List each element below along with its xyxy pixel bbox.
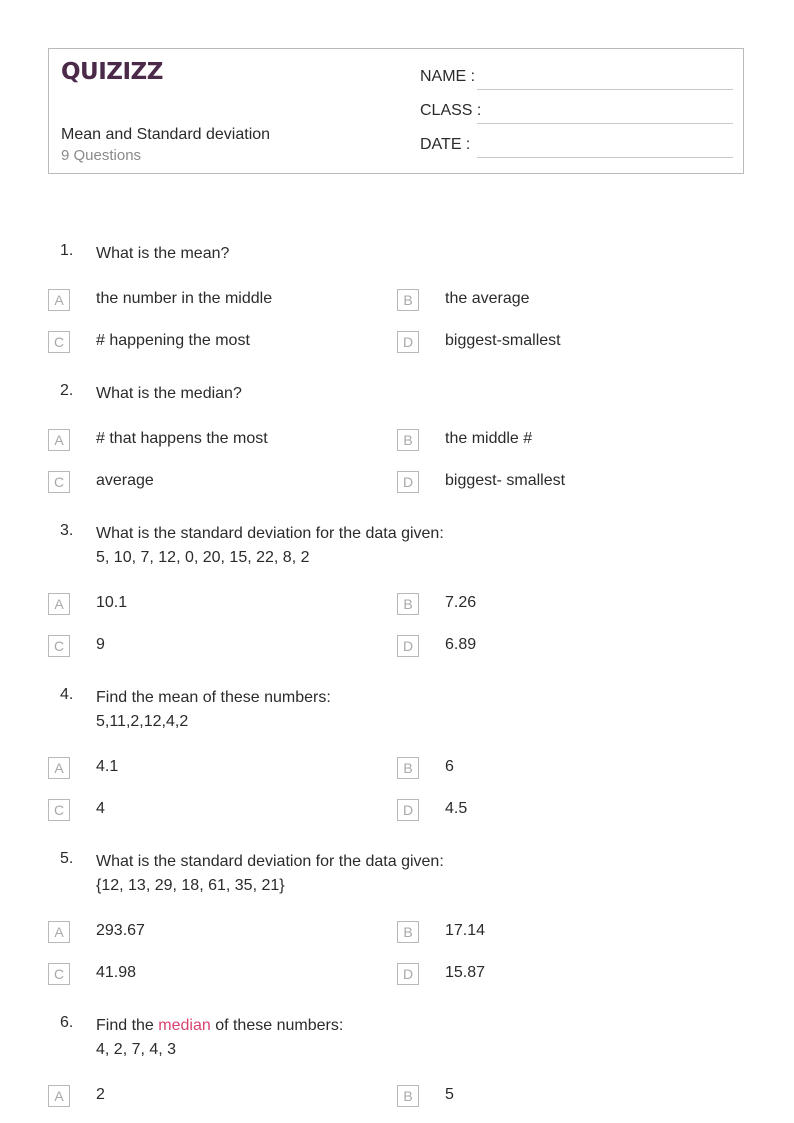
option-text: 5 [445, 1086, 454, 1103]
option-letter-box[interactable]: C [48, 471, 70, 493]
worksheet-title: Mean and Standard deviation [61, 126, 271, 143]
option-letter-box[interactable]: D [397, 635, 419, 657]
date-field-line[interactable] [477, 157, 733, 158]
option-text: 9 [96, 636, 105, 653]
option-text: 7.26 [445, 594, 477, 611]
question-text: What is the standard deviation for the data given: {12, 13, 29, 18, 61, 35, 21} [96, 853, 444, 894]
question-number: 6. [60, 1014, 74, 1031]
name-field-line[interactable] [477, 89, 733, 90]
option-letter-box[interactable]: C [48, 331, 70, 353]
question-number: 3. [60, 522, 74, 539]
option-text: 4 [96, 800, 105, 817]
option-text: 10.1 [96, 594, 128, 611]
option-text: 293.67 [96, 922, 145, 939]
option-text: the number in the middle [96, 290, 273, 307]
option-text: # happening the most [96, 332, 250, 349]
option-letter-box[interactable]: C [48, 635, 70, 657]
question-text: Find the mean of these numbers: 5,11,2,12,4,2 [96, 689, 331, 730]
option-letter-box[interactable]: B [397, 429, 419, 451]
option-text: biggest-smallest [445, 332, 561, 349]
option-text: 2 [96, 1086, 105, 1103]
option-letter-box[interactable]: A [48, 593, 70, 615]
question-text: What is the median? [96, 385, 242, 402]
option-letter-box[interactable]: A [48, 921, 70, 943]
question-text: What is the standard deviation for the data given: 5, 10, 7, 12, 0, 20, 15, 22, 8, 2 [96, 525, 444, 566]
option-text: the middle # [445, 430, 533, 447]
option-letter-box[interactable]: A [48, 429, 70, 451]
option-letter-box[interactable]: B [397, 921, 419, 943]
option-text: 15.87 [445, 964, 486, 981]
question-number: 2. [60, 382, 74, 399]
question-count: 9 Questions [61, 147, 142, 164]
option-letter-box[interactable]: A [48, 289, 70, 311]
question-text: Find the median of these numbers: 4, 2, 7, 4, 3 [96, 1017, 344, 1058]
option-letter-box[interactable]: B [397, 1085, 419, 1107]
option-letter-box[interactable]: C [48, 799, 70, 821]
option-text: 6 [445, 758, 454, 775]
class-field-line[interactable] [477, 123, 733, 124]
option-letter-box[interactable]: B [397, 757, 419, 779]
option-letter-box[interactable]: D [397, 331, 419, 353]
name-field-label: NAME : [420, 68, 476, 85]
option-text: 41.98 [96, 964, 137, 981]
option-letter-box[interactable]: A [48, 757, 70, 779]
question-number: 1. [60, 242, 74, 259]
option-letter-box[interactable]: B [397, 593, 419, 615]
option-text: biggest- smallest [445, 472, 566, 489]
option-text: the average [445, 290, 530, 307]
option-text: 17.14 [445, 922, 486, 939]
option-letter-box[interactable]: A [48, 1085, 70, 1107]
worksheet-header [48, 48, 744, 174]
date-field-label: DATE : [420, 136, 471, 153]
option-text: # that happens the most [96, 430, 268, 447]
option-text: average [96, 472, 154, 489]
option-letter-box[interactable]: D [397, 963, 419, 985]
option-letter-box[interactable]: B [397, 289, 419, 311]
question-text: What is the mean? [96, 245, 230, 262]
option-letter-box[interactable]: D [397, 799, 419, 821]
option-text: 6.89 [445, 636, 477, 653]
question-number: 4. [60, 686, 74, 703]
question-number: 5. [60, 850, 74, 867]
highlighted-word: median [158, 1017, 211, 1034]
option-letter-box[interactable]: D [397, 471, 419, 493]
option-letter-box[interactable]: C [48, 963, 70, 985]
option-text: 4.1 [96, 758, 119, 775]
quizizz-logo: QUIZIZZ [61, 59, 163, 85]
class-field-label: CLASS : [420, 102, 482, 119]
option-text: 4.5 [445, 800, 468, 817]
